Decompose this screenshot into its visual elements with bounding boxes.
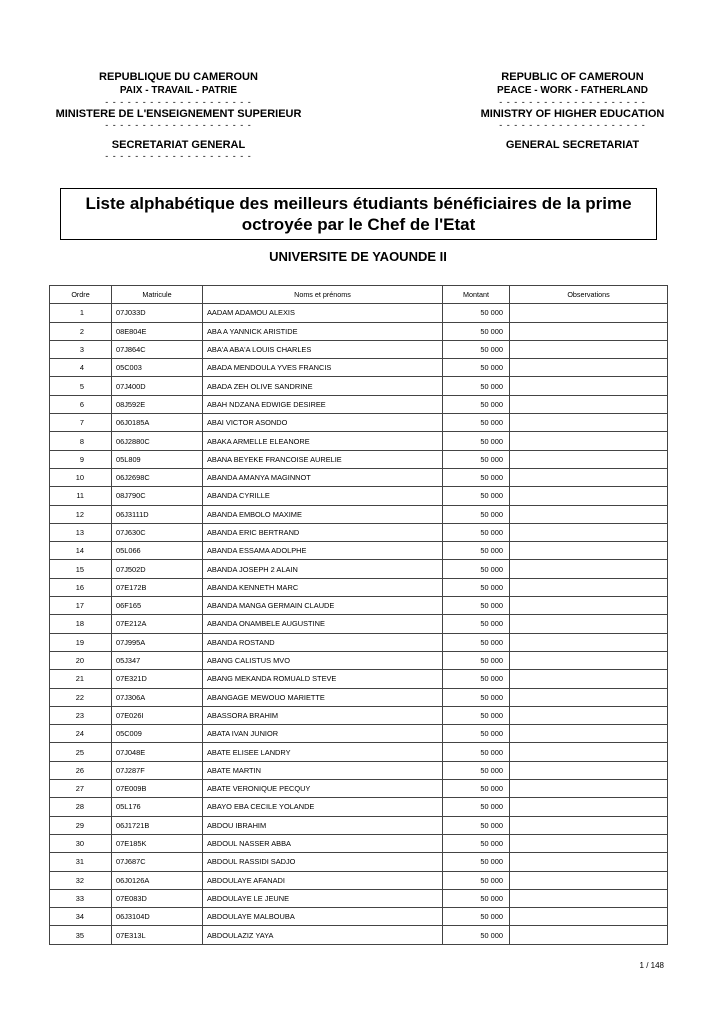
row-name: ABADA ZEH OLIVE SANDRINE [203, 377, 443, 395]
row-observations [510, 359, 668, 377]
row-observations [510, 761, 668, 779]
row-matricule: 06J2880C [112, 432, 203, 450]
motto-en: PEACE - WORK - FATHERLAND [497, 85, 648, 96]
row-name: ABAI VICTOR ASONDO [203, 414, 443, 432]
row-ordre: 11 [50, 487, 112, 505]
row-matricule: 07J033D [112, 304, 203, 322]
table-row [50, 615, 668, 633]
row-name: AADAM ADAMOU ALEXIS [203, 304, 443, 322]
row-observations [510, 578, 668, 596]
row-matricule: 07J630C [112, 523, 203, 541]
header-right [470, 70, 675, 152]
row-ordre: 9 [50, 450, 112, 468]
row-montant: 50 000 [443, 377, 510, 395]
row-name: ABANDA ROSTAND [203, 633, 443, 651]
row-name: ABAKA ARMELLE ELEANORE [203, 432, 443, 450]
row-matricule: 07J048E [112, 743, 203, 761]
row-ordre: 26 [50, 761, 112, 779]
row-ordre: 3 [50, 340, 112, 358]
row-ordre: 2 [50, 322, 112, 340]
table-header-row [50, 286, 668, 304]
row-name: ABA'A ABA'A LOUIS CHARLES [203, 340, 443, 358]
row-montant: 50 000 [443, 798, 510, 816]
row-observations [510, 670, 668, 688]
row-matricule: 07J400D [112, 377, 203, 395]
row-matricule: 07E172B [112, 578, 203, 596]
row-matricule: 05C003 [112, 359, 203, 377]
row-name: ABASSORA BRAHIM [203, 706, 443, 724]
row-matricule: 07E009B [112, 780, 203, 798]
row-ordre: 27 [50, 780, 112, 798]
table-row [50, 853, 668, 871]
row-observations [510, 926, 668, 944]
ministry-fr: MINISTERE DE L'ENSEIGNEMENT SUPERIEUR [55, 108, 302, 120]
row-montant: 50 000 [443, 633, 510, 651]
table-row [50, 725, 668, 743]
row-observations [510, 798, 668, 816]
table-row [50, 560, 668, 578]
row-montant: 50 000 [443, 889, 510, 907]
row-name: ABATE MARTIN [203, 761, 443, 779]
row-observations [510, 432, 668, 450]
row-montant: 50 000 [443, 926, 510, 944]
row-montant: 50 000 [443, 359, 510, 377]
row-name: ABANDA ONAMBELE AUGUSTINE [203, 615, 443, 633]
university-name: UNIVERSITE DE YAOUNDE II [269, 249, 447, 264]
row-observations [510, 377, 668, 395]
table-row [50, 688, 668, 706]
row-name: ABAYO EBA CECILE YOLANDE [203, 798, 443, 816]
table-row [50, 578, 668, 596]
table-row [50, 798, 668, 816]
row-name: ABANDA ESSAMA ADOLPHE [203, 542, 443, 560]
row-ordre: 18 [50, 615, 112, 633]
row-observations [510, 834, 668, 852]
table-row [50, 304, 668, 322]
row-matricule: 08J592E [112, 395, 203, 413]
table-row [50, 432, 668, 450]
row-observations [510, 706, 668, 724]
row-matricule: 07E083D [112, 889, 203, 907]
row-ordre: 4 [50, 359, 112, 377]
row-observations [510, 487, 668, 505]
row-observations [510, 908, 668, 926]
row-name: ABANDA KENNETH MARC [203, 578, 443, 596]
row-matricule: 05C009 [112, 725, 203, 743]
motto-fr: PAIX - TRAVAIL - PATRIE [119, 85, 238, 96]
table-row [50, 468, 668, 486]
row-observations [510, 505, 668, 523]
row-montant: 50 000 [443, 432, 510, 450]
row-name: ABATE VERONIQUE PECQUY [203, 780, 443, 798]
row-matricule: 07J287F [112, 761, 203, 779]
row-name: ABANDA MANGA GERMAIN CLAUDE [203, 597, 443, 615]
row-observations [510, 871, 668, 889]
row-name: ABANG CALISTUS MVO [203, 651, 443, 669]
row-matricule: 05L066 [112, 542, 203, 560]
row-ordre: 7 [50, 414, 112, 432]
students-table [49, 285, 668, 945]
row-matricule: 06J1721B [112, 816, 203, 834]
separator: - - - - - - - - - - - - - - - - - - - - [105, 152, 252, 161]
row-matricule: 05L176 [112, 798, 203, 816]
col-header-observations: Observations [510, 286, 668, 304]
row-montant: 50 000 [443, 523, 510, 541]
row-ordre: 5 [50, 377, 112, 395]
row-observations [510, 523, 668, 541]
secretariat-en: GENERAL SECRETARIAT [505, 139, 640, 151]
row-montant: 50 000 [443, 853, 510, 871]
row-montant: 50 000 [443, 414, 510, 432]
row-matricule: 07J306A [112, 688, 203, 706]
table-row [50, 505, 668, 523]
row-ordre: 23 [50, 706, 112, 724]
row-montant: 50 000 [443, 908, 510, 926]
row-montant: 50 000 [443, 725, 510, 743]
row-matricule: 07J502D [112, 560, 203, 578]
row-observations [510, 414, 668, 432]
col-header-matricule: Matricule [112, 286, 203, 304]
row-ordre: 34 [50, 908, 112, 926]
row-observations [510, 395, 668, 413]
row-ordre: 16 [50, 578, 112, 596]
row-name: ABDOULAYE LE JEUNE [203, 889, 443, 907]
row-montant: 50 000 [443, 468, 510, 486]
row-observations [510, 560, 668, 578]
row-ordre: 12 [50, 505, 112, 523]
row-matricule: 08E804E [112, 322, 203, 340]
row-ordre: 28 [50, 798, 112, 816]
row-ordre: 19 [50, 633, 112, 651]
table-row [50, 871, 668, 889]
table-row [50, 889, 668, 907]
row-ordre: 20 [50, 651, 112, 669]
title-line-1: Liste alphabétique des meilleurs étudiants bénéficiaires de la prime [85, 194, 632, 213]
table-row [50, 651, 668, 669]
row-ordre: 8 [50, 432, 112, 450]
row-observations [510, 340, 668, 358]
row-ordre: 31 [50, 853, 112, 871]
table-row [50, 597, 668, 615]
row-name: ABANGAGE MEWOUO MARIETTE [203, 688, 443, 706]
document-title [60, 188, 657, 240]
row-ordre: 13 [50, 523, 112, 541]
table-row [50, 908, 668, 926]
row-ordre: 32 [50, 871, 112, 889]
row-name: ABANDA EMBOLO MAXIME [203, 505, 443, 523]
row-matricule: 05J347 [112, 651, 203, 669]
col-header-montant: Montant [443, 286, 510, 304]
table-row [50, 523, 668, 541]
table-row [50, 377, 668, 395]
row-montant: 50 000 [443, 322, 510, 340]
row-observations [510, 743, 668, 761]
separator: - - - - - - - - - - - - - - - - - - - - [105, 98, 252, 107]
table-row [50, 670, 668, 688]
row-matricule: 06J0126A [112, 871, 203, 889]
row-ordre: 21 [50, 670, 112, 688]
row-ordre: 6 [50, 395, 112, 413]
row-observations [510, 468, 668, 486]
row-matricule: 06J0185A [112, 414, 203, 432]
row-montant: 50 000 [443, 834, 510, 852]
table-row [50, 780, 668, 798]
row-montant: 50 000 [443, 871, 510, 889]
row-montant: 50 000 [443, 816, 510, 834]
row-matricule: 07E321D [112, 670, 203, 688]
row-name: ABDOULAZIZ YAYA [203, 926, 443, 944]
row-name: ABANDA CYRILLE [203, 487, 443, 505]
row-montant: 50 000 [443, 615, 510, 633]
row-ordre: 17 [50, 597, 112, 615]
row-observations [510, 615, 668, 633]
row-observations [510, 889, 668, 907]
table-body [50, 304, 668, 944]
row-montant: 50 000 [443, 780, 510, 798]
row-name: ABDOULAYE AFANADI [203, 871, 443, 889]
row-ordre: 30 [50, 834, 112, 852]
row-observations [510, 542, 668, 560]
secretariat-fr: SECRETARIAT GENERAL [111, 139, 246, 151]
row-montant: 50 000 [443, 450, 510, 468]
row-name: ABDOUL RASSIDI SADJO [203, 853, 443, 871]
separator: - - - - - - - - - - - - - - - - - - - - [499, 121, 646, 130]
row-montant: 50 000 [443, 651, 510, 669]
row-matricule: 07E313L [112, 926, 203, 944]
table-row [50, 761, 668, 779]
row-montant: 50 000 [443, 304, 510, 322]
row-matricule: 07E185K [112, 834, 203, 852]
row-name: ABANA BEYEKE FRANCOISE AURELIE [203, 450, 443, 468]
col-header-ordre: Ordre [50, 286, 112, 304]
row-observations [510, 816, 668, 834]
row-montant: 50 000 [443, 706, 510, 724]
row-matricule: 07J995A [112, 633, 203, 651]
row-observations [510, 304, 668, 322]
row-matricule: 07E212A [112, 615, 203, 633]
row-ordre: 24 [50, 725, 112, 743]
row-montant: 50 000 [443, 743, 510, 761]
table-row [50, 743, 668, 761]
table-row [50, 340, 668, 358]
row-name: ABANDA JOSEPH 2 ALAIN [203, 560, 443, 578]
row-montant: 50 000 [443, 505, 510, 523]
title-line-2: octroyée par le Chef de l'Etat [241, 215, 476, 234]
separator: - - - - - - - - - - - - - - - - - - - - [105, 121, 252, 130]
row-observations [510, 780, 668, 798]
table-row [50, 926, 668, 944]
republic-en: REPUBLIC OF CAMEROUN [501, 71, 644, 83]
row-name: ABATE ELISEE LANDRY [203, 743, 443, 761]
row-name: ABATA IVAN JUNIOR [203, 725, 443, 743]
row-name: ABANDA AMANYA MAGINNOT [203, 468, 443, 486]
row-montant: 50 000 [443, 395, 510, 413]
table-row [50, 487, 668, 505]
row-montant: 50 000 [443, 761, 510, 779]
row-observations [510, 450, 668, 468]
table-row [50, 322, 668, 340]
row-matricule: 07J687C [112, 853, 203, 871]
table-row [50, 450, 668, 468]
row-montant: 50 000 [443, 670, 510, 688]
row-observations [510, 633, 668, 651]
row-observations [510, 597, 668, 615]
row-montant: 50 000 [443, 560, 510, 578]
table-row [50, 834, 668, 852]
row-montant: 50 000 [443, 340, 510, 358]
row-ordre: 14 [50, 542, 112, 560]
row-ordre: 1 [50, 304, 112, 322]
row-name: ABANDA ERIC BERTRAND [203, 523, 443, 541]
row-matricule: 06J3104D [112, 908, 203, 926]
row-name: ABADA MENDOULA YVES FRANCIS [203, 359, 443, 377]
row-name: ABANG MEKANDA ROMUALD STEVE [203, 670, 443, 688]
row-matricule: 06J2698C [112, 468, 203, 486]
row-matricule: 07E026I [112, 706, 203, 724]
row-ordre: 33 [50, 889, 112, 907]
row-montant: 50 000 [443, 487, 510, 505]
row-name: ABDOUL NASSER ABBA [203, 834, 443, 852]
republic-fr: REPUBLIQUE DU CAMEROUN [99, 71, 258, 83]
row-ordre: 35 [50, 926, 112, 944]
row-observations [510, 725, 668, 743]
row-ordre: 15 [50, 560, 112, 578]
table-row [50, 816, 668, 834]
row-matricule: 06J3111D [112, 505, 203, 523]
col-header-noms: Noms et prénoms [203, 286, 443, 304]
ministry-en: MINISTRY OF HIGHER EDUCATION [480, 108, 665, 120]
header-left [50, 70, 307, 161]
row-matricule: 05L809 [112, 450, 203, 468]
page-number: 1 / 148 [639, 961, 664, 970]
table-row [50, 395, 668, 413]
table-row [50, 706, 668, 724]
row-montant: 50 000 [443, 542, 510, 560]
row-name: ABDOULAYE MALBOUBA [203, 908, 443, 926]
row-ordre: 25 [50, 743, 112, 761]
row-montant: 50 000 [443, 597, 510, 615]
row-observations [510, 688, 668, 706]
row-name: ABA A YANNICK ARISTIDE [203, 322, 443, 340]
row-observations [510, 651, 668, 669]
row-montant: 50 000 [443, 578, 510, 596]
row-matricule: 08J790C [112, 487, 203, 505]
table-row [50, 414, 668, 432]
table-row [50, 633, 668, 651]
row-observations [510, 322, 668, 340]
row-observations [510, 853, 668, 871]
row-name: ABAH NDZANA EDWIGE DESIREE [203, 395, 443, 413]
row-matricule: 07J864C [112, 340, 203, 358]
row-ordre: 10 [50, 468, 112, 486]
separator: - - - - - - - - - - - - - - - - - - - - [499, 98, 646, 107]
row-ordre: 29 [50, 816, 112, 834]
row-name: ABDOU IBRAHIM [203, 816, 443, 834]
row-montant: 50 000 [443, 688, 510, 706]
row-ordre: 22 [50, 688, 112, 706]
table-row [50, 542, 668, 560]
table-row [50, 359, 668, 377]
row-matricule: 06F165 [112, 597, 203, 615]
